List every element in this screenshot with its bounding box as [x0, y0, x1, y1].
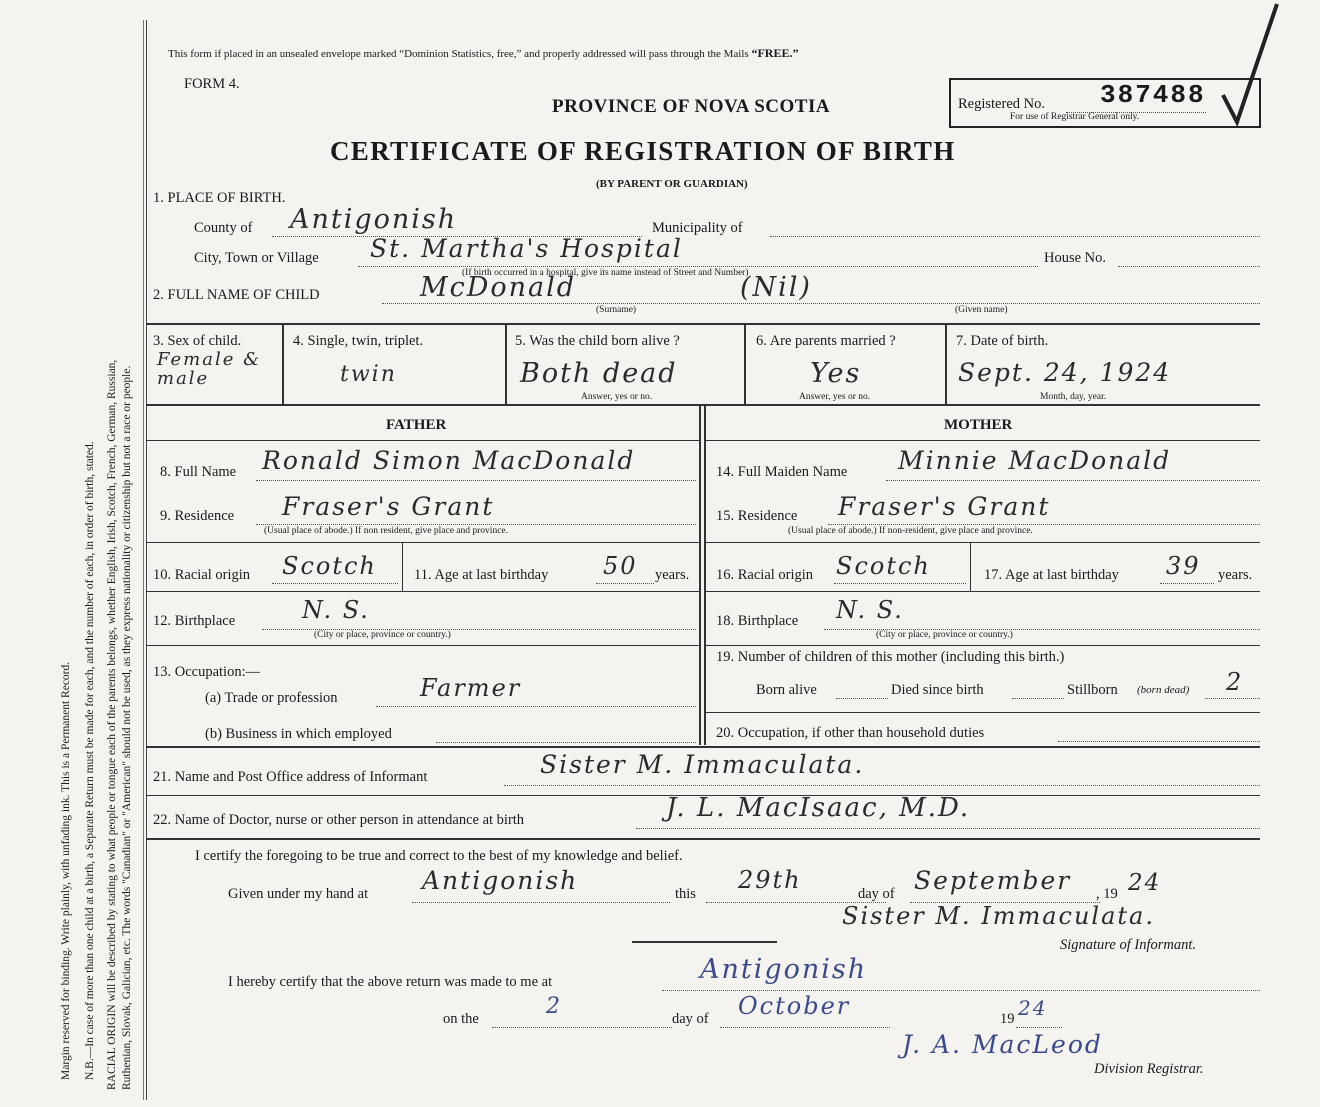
place-of-birth-label: 1. PLACE OF BIRTH.: [153, 190, 286, 206]
mail-note-text: This form if placed in an unsealed envelope marked “Dominion Statistics, free,” and properly addressed will pass through the Mails: [168, 48, 749, 60]
mother-residence-label: 15. Residence: [716, 508, 798, 524]
margin-note-3: RACIAL ORIGIN will be described by stating to what people or tongue each of the parents belongs, whether English, Irish, Scotch, French, German, Russian,: [106, 359, 118, 1090]
registered-label: Registered No.: [958, 96, 1045, 112]
parents-top-rule: [146, 404, 1260, 406]
mother-age: 39: [1166, 552, 1201, 580]
informant-value: Sister M. Immaculata.: [540, 750, 865, 779]
married-label: 6. Are parents married ?: [756, 333, 896, 349]
child-name-label: 2. FULL NAME OF CHILD: [153, 287, 320, 303]
informant-signature: Sister M. Immaculata.: [842, 902, 1155, 930]
cert-day: 29th: [738, 866, 802, 894]
mother-birthplace-label: 18. Birthplace: [716, 613, 799, 629]
registrar-statement: I hereby certify that the above return was made to me at: [228, 974, 553, 990]
registrar-day-of-label: day of: [672, 1011, 709, 1027]
margin-note-1: Margin reserved for binding. Write plainly, with unfading ink. This is a Permanent Record.: [60, 661, 72, 1080]
attendant-value: J. L. MacIsaac, M.D.: [666, 793, 971, 823]
alive-value: Both dead: [520, 358, 678, 389]
dob-value: Sept. 24, 1924: [958, 358, 1172, 387]
registered-number: 387488: [1100, 80, 1206, 110]
father-residence-note: (Usual place of abode.) If non resident, give place and province.: [264, 526, 508, 536]
father-birthplace-note: (City or place, province or country.): [314, 630, 451, 640]
margin-note-4: Ruthenian, Slovak, Galician, etc. The words "Canadian" or "American" should not be used, as they express nationality or citizenship but not a race or people.: [121, 365, 133, 1090]
alive-label: 5. Was the child born alive ?: [515, 333, 680, 349]
alive-note: Answer, yes or no.: [581, 392, 653, 402]
child-surname: McDonald: [420, 272, 577, 303]
stillborn-label: Stillborn: [1067, 682, 1118, 698]
plurality-label: 4. Single, twin, triplet.: [293, 333, 424, 349]
mother-race-label: 16. Racial origin: [716, 567, 814, 583]
trade-label: (a) Trade or profession: [205, 690, 338, 706]
form-number: FORM 4.: [184, 76, 240, 92]
mother-residence: Fraser's Grant: [838, 492, 1051, 521]
informant-label: 21. Name and Post Office address of Informant: [153, 769, 428, 785]
dob-note: Month, day, year.: [1040, 392, 1107, 402]
mother-name-label: 14. Full Maiden Name: [716, 464, 848, 480]
died-label: Died since birth: [891, 682, 984, 698]
attendant-label: 22. Name of Doctor, nurse or other person in attendance at birth: [153, 812, 525, 828]
father-heading: FATHER: [386, 417, 447, 433]
mail-note: [168, 46, 798, 61]
mother-name: Minnie MacDonald: [898, 446, 1172, 475]
certification-statement: I certify the foregoing to be true and correct to the best of my knowledge and belief.: [195, 848, 683, 864]
certificate-title: CERTIFICATE OF REGISTRATION OF BIRTH: [330, 136, 956, 166]
mother-occupation-label: 20. Occupation, if other than household duties: [716, 725, 985, 741]
mother-race: Scotch: [836, 552, 931, 580]
given-label: Given under my hand at: [228, 886, 369, 902]
registrar-place: Antigonish: [700, 954, 868, 985]
business-label: (b) Business in which employed: [205, 726, 392, 742]
mother-heading: MOTHER: [944, 417, 1013, 433]
cert-year-prefix: , 19: [1096, 886, 1118, 902]
cert-place: Antigonish: [422, 866, 579, 895]
certificate-subtitle: (BY PARENT OR GUARDIAN): [596, 178, 748, 190]
check-mark: [1215, 0, 1285, 130]
mother-birthplace-note: (City or place, province or country.): [876, 630, 1013, 640]
margin-rule-inner: [143, 20, 144, 1100]
cert-year: 24: [1128, 870, 1162, 896]
informant-signature-label: Signature of Informant.: [1060, 937, 1197, 953]
born-alive-label: Born alive: [756, 682, 817, 698]
children-count-label: 19. Number of children of this mother (including this birth.): [716, 649, 1065, 665]
father-name-label: 8. Full Name: [160, 464, 237, 480]
mother-residence-note: (Usual place of abode.) If non-resident, give place and province.: [788, 526, 1033, 536]
dob-label: 7. Date of birth.: [956, 333, 1049, 349]
father-race: Scotch: [282, 552, 377, 580]
city-label: City, Town or Village: [194, 250, 319, 266]
hospital-note: (If birth occurred in a hospital, give its name instead of Street and Number): [462, 268, 749, 278]
province-heading: PROVINCE OF NOVA SCOTIA: [552, 96, 831, 117]
municipality-label: Municipality of: [652, 220, 743, 236]
cert-month: September: [914, 866, 1072, 895]
parents-divider: [699, 405, 701, 745]
county-value: Antigonish: [290, 204, 458, 235]
sex-label: 3. Sex of child.: [153, 333, 242, 349]
married-note: Answer, yes or no.: [799, 392, 871, 402]
county-label: County of: [194, 220, 253, 236]
certification-top-rule: [146, 838, 1260, 840]
father-race-label: 10. Racial origin: [153, 567, 251, 583]
surname-note: (Surname): [596, 305, 637, 315]
father-age-years: years.: [655, 567, 690, 583]
mother-age-years: years.: [1218, 567, 1253, 583]
stillborn-count: 2: [1226, 668, 1244, 696]
father-residence-label: 9. Residence: [160, 508, 235, 524]
father-age-label: 11. Age at last birthday: [414, 567, 549, 583]
on-the-label: on the: [443, 1011, 479, 1027]
registrar-year: 24: [1018, 996, 1048, 1020]
mother-birthplace: N. S.: [836, 596, 904, 624]
sex-value: Female & male: [157, 349, 262, 389]
mail-free: “FREE.”: [751, 46, 799, 60]
father-age: 50: [603, 552, 638, 580]
registrar-month: October: [738, 992, 851, 1020]
child-given-name: (Nil): [740, 272, 812, 303]
registrar-signature-label: Division Registrar.: [1094, 1061, 1204, 1077]
registrar-year-prefix: 19: [1000, 1011, 1015, 1027]
margin-note-2: N.B.—In case of more than one child at a birth, a Separate Return must be made for each, and the number of each, in order of birth, stated.: [84, 441, 96, 1080]
occupation-label: 13. Occupation:—: [153, 664, 261, 680]
registrar-signature: J. A. MacLeod: [902, 1030, 1103, 1059]
father-birthplace: N. S.: [302, 596, 370, 624]
plurality-value: twin: [340, 362, 397, 387]
father-residence: Fraser's Grant: [282, 492, 495, 521]
stillborn-note: (born dead): [1137, 684, 1190, 696]
parents-divider-2: [704, 405, 706, 745]
informant-top-rule: [146, 746, 1260, 748]
married-value: Yes: [810, 358, 862, 389]
father-birthplace-label: 12. Birthplace: [153, 613, 236, 629]
this-label: this: [675, 886, 696, 902]
city-value: St. Martha's Hospital: [370, 234, 683, 263]
father-name: Ronald Simon MacDonald: [262, 446, 636, 475]
registrar-note: For use of Registrar General only.: [1010, 112, 1140, 122]
house-no-label: House No.: [1044, 250, 1107, 266]
cert-day-of-label: day of: [858, 886, 895, 902]
father-trade: Farmer: [420, 674, 522, 702]
mother-age-label: 17. Age at last birthday: [984, 567, 1119, 583]
registrar-day: 2: [546, 994, 562, 1019]
given-name-note: (Given name): [955, 305, 1008, 315]
row3-top-rule: [146, 323, 1260, 325]
margin-rule: [146, 20, 147, 1100]
